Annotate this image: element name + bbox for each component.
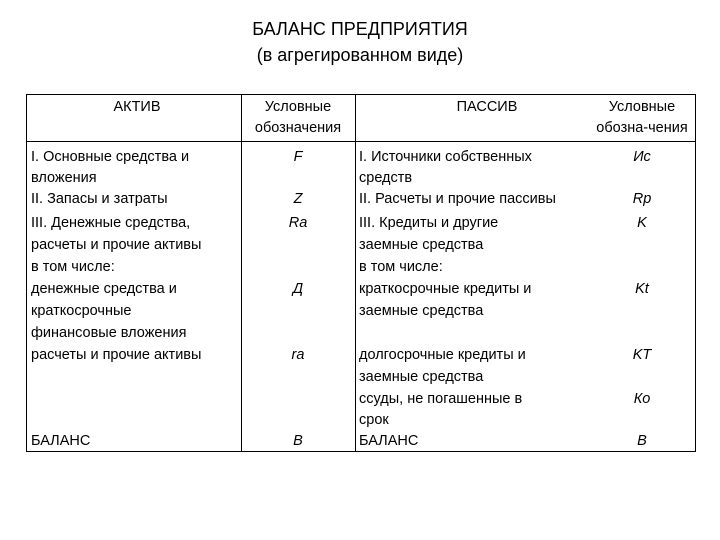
balance-table bbox=[26, 94, 696, 452]
aktiv-line: краткосрочные bbox=[31, 303, 132, 319]
header-passiv: ПАССИВ bbox=[456, 99, 518, 115]
passiv-symbol: Kt bbox=[635, 281, 649, 297]
passiv-symbol: KT bbox=[632, 347, 652, 363]
aktiv-line: финансовые вложения bbox=[31, 325, 187, 341]
page-subtitle: (в агрегированном виде) bbox=[256, 45, 464, 65]
header-aktiv: АКТИВ bbox=[113, 99, 161, 115]
aktiv-line: денежные средства и bbox=[31, 281, 177, 297]
column-divider bbox=[241, 95, 242, 451]
aktiv-line: расчеты и прочие активы bbox=[31, 347, 202, 363]
passiv-line: ссуды, не погашенные в bbox=[359, 391, 523, 407]
aktiv-symbol: Z bbox=[293, 191, 303, 207]
passiv-line: БАЛАНС bbox=[359, 433, 419, 449]
header-passiv-symbol-2: обозна-чения bbox=[596, 120, 688, 136]
aktiv-line: в том числе: bbox=[31, 259, 115, 275]
passiv-line: заемные средства bbox=[359, 303, 484, 319]
aktiv-line: III. Денежные средства, bbox=[31, 215, 191, 231]
passiv-symbol: Rp bbox=[632, 191, 652, 207]
passiv-line: в том числе: bbox=[359, 259, 443, 275]
passiv-symbol: Ко bbox=[633, 391, 651, 407]
passiv-symbol: Ис bbox=[633, 149, 651, 165]
column-divider bbox=[355, 95, 356, 451]
aktiv-line: II. Запасы и затраты bbox=[31, 191, 168, 207]
passiv-line: краткосрочные кредиты и bbox=[359, 281, 532, 297]
passiv-symbol: B bbox=[637, 433, 647, 449]
header-aktiv-symbol-1: Условные bbox=[264, 99, 332, 115]
passiv-line: III. Кредиты и другие bbox=[359, 215, 499, 231]
aktiv-symbol: Д bbox=[292, 281, 304, 297]
aktiv-line: БАЛАНС bbox=[31, 433, 91, 449]
header-divider bbox=[27, 141, 695, 142]
page-title: БАЛАНС ПРЕДПРИЯТИЯ bbox=[252, 19, 468, 39]
aktiv-symbol: B bbox=[293, 433, 303, 449]
aktiv-symbol: F bbox=[293, 149, 303, 165]
passiv-line: долгосрочные кредиты и bbox=[359, 347, 526, 363]
aktiv-line: вложения bbox=[31, 170, 97, 186]
aktiv-line: расчеты и прочие активы bbox=[31, 237, 202, 253]
aktiv-symbol: Ra bbox=[288, 215, 308, 231]
aktiv-line: I. Основные средства и bbox=[31, 149, 190, 165]
header-aktiv-symbol-2: обозначения bbox=[254, 120, 342, 136]
passiv-line: II. Расчеты и прочие пассивы bbox=[359, 191, 556, 207]
passiv-line: средств bbox=[359, 170, 413, 186]
passiv-line: заемные средства bbox=[359, 369, 484, 385]
aktiv-symbol: ra bbox=[291, 347, 305, 363]
header-passiv-symbol-1: Условные bbox=[608, 99, 676, 115]
passiv-line: I. Источники собственных bbox=[359, 149, 532, 165]
passiv-line: срок bbox=[359, 412, 389, 428]
passiv-line: заемные средства bbox=[359, 237, 484, 253]
passiv-symbol: K bbox=[637, 215, 647, 231]
